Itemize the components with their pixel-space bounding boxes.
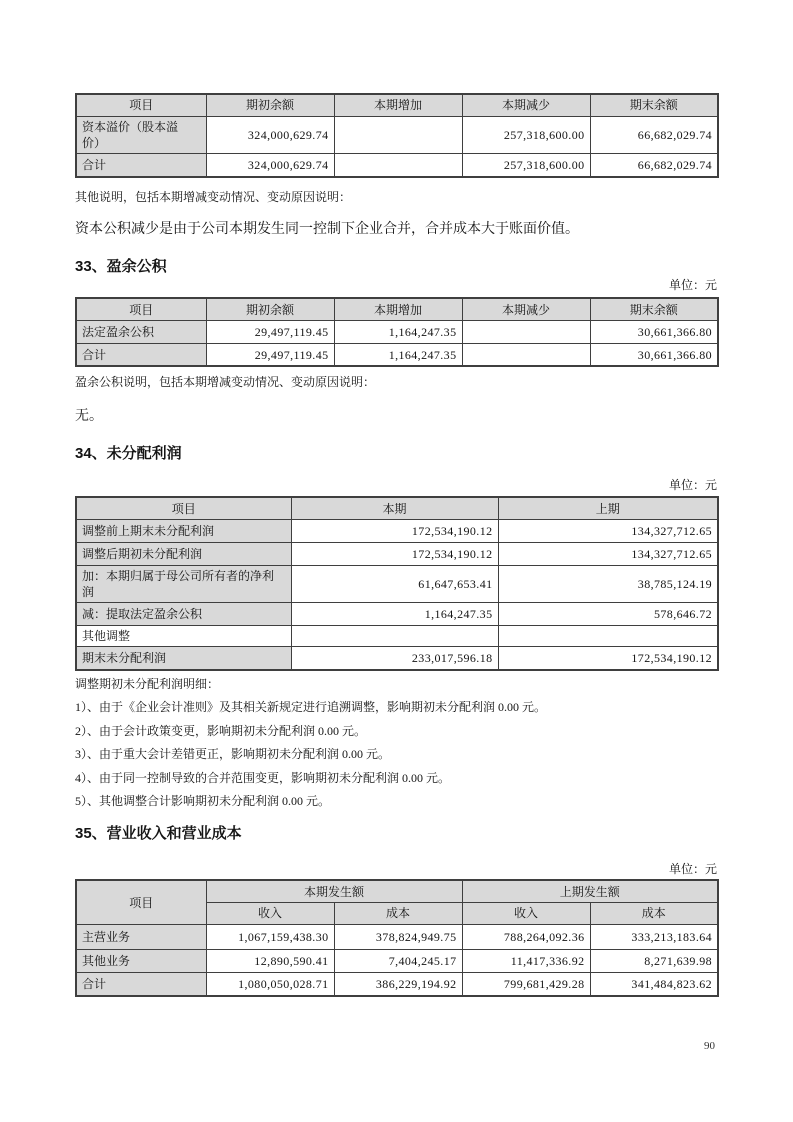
row-label: 法定盈余公积 [76, 320, 206, 343]
column-header-increase: 本期增加 [334, 94, 462, 116]
table-row-other-adjustments [76, 626, 718, 647]
cell-value: 38,785,124.19 [498, 565, 718, 602]
sub-header-revenue-prior: 收入 [462, 902, 590, 924]
section-35-title: 35、营业收入和营业成本 [75, 825, 242, 843]
cell-value: 12,890,590.41 [206, 949, 334, 972]
table-row [76, 116, 718, 153]
unit-label-33: 单位：元 [668, 278, 717, 293]
cell-value [291, 626, 498, 647]
cell-value: 578,646.72 [498, 603, 718, 626]
column-header-increase: 本期增加 [334, 298, 462, 320]
column-header-closing-balance: 期末余额 [590, 298, 718, 320]
cell-value: 172,534,190.12 [291, 519, 498, 542]
cell-value: 172,534,190.12 [291, 542, 498, 565]
cell-value: 324,000,629.74 [206, 153, 334, 177]
row-label: 主营业务 [76, 924, 206, 949]
row-label: 调整后期初未分配利润 [76, 542, 291, 565]
cell-value: 61,647,653.41 [291, 565, 498, 602]
sub-header-revenue-current: 收入 [206, 902, 334, 924]
revenue-cost-table [75, 879, 719, 997]
cell-value [462, 343, 590, 366]
row-label: 其他业务 [76, 949, 206, 972]
sub-header-cost-current: 成本 [334, 902, 462, 924]
cell-value: 324,000,629.74 [206, 116, 334, 153]
row-label: 加：本期归属于母公司所有者的净利润 [76, 565, 291, 602]
table-row [76, 924, 718, 949]
column-header-item: 项目 [76, 94, 206, 116]
table-row [76, 542, 718, 565]
cell-value: 1,164,247.35 [334, 320, 462, 343]
row-label: 其他调整 [76, 626, 291, 647]
cell-value [462, 320, 590, 343]
surplus-reserve-note: 盈余公积说明，包括本期增减变动情况、变动原因说明： [75, 375, 376, 390]
cell-value [498, 626, 718, 647]
table-row [76, 647, 718, 670]
cell-value: 172,534,190.12 [498, 647, 718, 670]
retained-earnings-detail-title: 调整期初未分配利润明细： [75, 676, 220, 691]
adjustment-detail-item-2: 2）、由于会计政策变更，影响期初未分配利润 0.00 元。 [75, 723, 367, 738]
column-header-decrease: 本期减少 [462, 298, 590, 320]
page-number: 90 [704, 1040, 715, 1052]
row-label: 调整前上期末未分配利润 [76, 519, 291, 542]
table-row [76, 565, 718, 602]
column-header-decrease: 本期减少 [462, 94, 590, 116]
table-row [76, 519, 718, 542]
column-header-prior-period: 上期 [498, 497, 718, 519]
table-header-row [76, 298, 718, 320]
cell-value: 233,017,596.18 [291, 647, 498, 670]
cell-value: 66,682,029.74 [590, 116, 718, 153]
cell-value: 1,080,050,028.71 [206, 972, 334, 996]
retained-earnings-table [75, 496, 719, 671]
row-label: 合计 [76, 343, 206, 366]
table-header-row [76, 94, 718, 116]
cell-value: 378,824,949.75 [334, 924, 462, 949]
adjustment-detail-item-5: 5）、其他调整合计影响期初未分配利润 0.00 元。 [75, 794, 331, 809]
unit-label-34: 单位：元 [668, 478, 717, 493]
table-row [76, 949, 718, 972]
cell-value: 29,497,119.45 [206, 320, 334, 343]
group-header-current-period: 本期发生额 [206, 880, 462, 902]
column-header-item: 项目 [76, 880, 206, 924]
table-group-header-row [76, 880, 718, 902]
cell-value: 66,682,029.74 [590, 153, 718, 177]
column-header-current-period: 本期 [291, 497, 498, 519]
column-header-item: 项目 [76, 298, 206, 320]
cell-value [334, 153, 462, 177]
table-row-total [76, 972, 718, 996]
cell-value: 1,164,247.35 [291, 603, 498, 626]
cell-value: 386,229,194.92 [334, 972, 462, 996]
column-header-opening-balance: 期初余额 [206, 298, 334, 320]
cell-value: 257,318,600.00 [462, 116, 590, 153]
cell-value: 134,327,712.65 [498, 542, 718, 565]
cell-value [334, 116, 462, 153]
cell-value: 7,404,245.17 [334, 949, 462, 972]
cell-value: 799,681,429.28 [462, 972, 590, 996]
column-header-closing-balance: 期末余额 [590, 94, 718, 116]
table-header-row [76, 497, 718, 519]
row-label: 期末未分配利润 [76, 647, 291, 670]
table-row-total [76, 343, 718, 366]
capital-reserve-explanation: 资本公积减少是由于公司本期发生同一控制下企业合并，合并成本大于账面价值。 [75, 222, 579, 238]
section-34-title: 34、未分配利润 [75, 445, 182, 463]
cell-value: 341,484,823.62 [590, 972, 718, 996]
sub-header-cost-prior: 成本 [590, 902, 718, 924]
cell-value: 134,327,712.65 [498, 519, 718, 542]
adjustment-detail-item-3: 3）、由于重大会计差错更正，影响期初未分配利润 0.00 元。 [75, 747, 391, 762]
capital-reserve-table [75, 93, 719, 178]
column-header-item: 项目 [76, 497, 291, 519]
row-label: 减：提取法定盈余公积 [76, 603, 291, 626]
section-33-title: 33、盈余公积 [75, 258, 167, 276]
row-label: 资本溢价（股本溢价） [76, 116, 206, 153]
cell-value: 30,661,366.80 [590, 343, 718, 366]
cell-value: 8,271,639.98 [590, 949, 718, 972]
table-row [76, 320, 718, 343]
row-label: 合计 [76, 972, 206, 996]
cell-value: 1,164,247.35 [334, 343, 462, 366]
table-row [76, 603, 718, 626]
surplus-reserve-table [75, 297, 719, 367]
cell-value: 788,264,092.36 [462, 924, 590, 949]
cell-value: 333,213,183.64 [590, 924, 718, 949]
cell-value: 1,067,159,438.30 [206, 924, 334, 949]
capital-reserve-note: 其他说明，包括本期增减变动情况、变动原因说明： [75, 190, 352, 205]
adjustment-detail-item-4: 4）、由于同一控制导致的合并范围变更，影响期初未分配利润 0.00 元。 [75, 770, 451, 785]
cell-value: 30,661,366.80 [590, 320, 718, 343]
unit-label-35: 单位：元 [668, 862, 717, 877]
table-row-total [76, 153, 718, 177]
cell-value: 11,417,336.92 [462, 949, 590, 972]
row-label: 合计 [76, 153, 206, 177]
cell-value: 257,318,600.00 [462, 153, 590, 177]
group-header-prior-period: 上期发生额 [462, 880, 718, 902]
column-header-opening-balance: 期初余额 [206, 94, 334, 116]
adjustment-detail-item-1: 1）、由于《企业会计准则》及其相关新规定进行追溯调整，影响期初未分配利润 0.00 元。 [75, 700, 547, 715]
cell-value: 29,497,119.45 [206, 343, 334, 366]
surplus-reserve-explanation: 无。 [75, 409, 103, 425]
